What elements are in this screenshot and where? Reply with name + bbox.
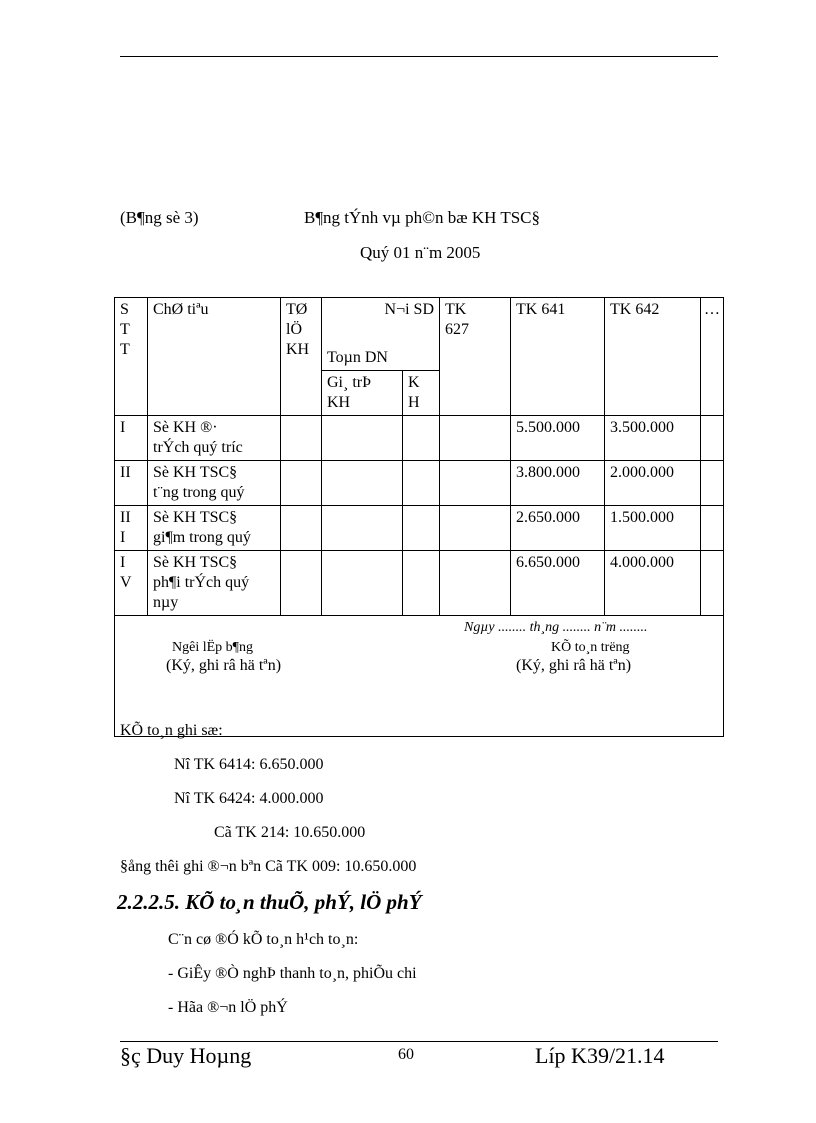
accountant-title: KÕ to¸n trëng: [551, 640, 630, 655]
header-kh: K H: [403, 371, 440, 416]
row-stt: II: [115, 461, 148, 506]
table-header-row: [115, 298, 724, 323]
page-title: B¶ng tÝnh vµ ph©n bæ KH TSC§: [304, 208, 541, 227]
entry-line-2: Nî TK 6424: 4.000.000: [174, 790, 324, 807]
header-noi-sd: N¬i SD: [322, 298, 440, 323]
row-tk642: 1.500.000: [605, 506, 701, 551]
entries-intro: KÕ to¸n ghi sæ:: [120, 722, 223, 739]
header-stt: S T T: [115, 298, 148, 416]
table-caption: (B¶ng sè 3): [120, 208, 199, 227]
header-tk642: TK 642: [605, 298, 701, 416]
table-row: [115, 416, 724, 461]
entry-line-4: §ång thêi ghi ®¬n bªn Cã TK 009: 10.650.000: [120, 858, 417, 875]
page-subtitle: Quý 01 n¨m 2005: [360, 243, 481, 262]
depreciation-table: [114, 297, 724, 737]
section-bullet-1: - GiÊy ®Ò nghÞ thanh to¸n, phiÕu chi: [168, 965, 417, 982]
header-more: …: [701, 298, 724, 416]
row-stt: II I: [115, 506, 148, 551]
table-row: [115, 461, 724, 506]
page-number: 60: [398, 1046, 414, 1063]
accountant-note: (Ký, ghi râ hä tªn): [516, 657, 632, 674]
row-tk641: 2.650.000: [511, 506, 605, 551]
header-rule: [120, 56, 718, 57]
table-row: [115, 506, 724, 551]
section-intro: C¨n cø ®Ó kÕ to¸n h¹ch to¸n:: [168, 931, 359, 948]
row-tk641: 5.500.000: [511, 416, 605, 461]
header-chi-tieu: ChØ tiªu: [148, 298, 281, 416]
row-tk642: 4.000.000: [605, 551, 701, 616]
signature-row: [115, 616, 724, 737]
entry-line-3: Cã TK 214: 10.650.000: [214, 824, 366, 841]
footer-author: §ç Duy Hoµng: [120, 1043, 252, 1068]
row-tk641: 6.650.000: [511, 551, 605, 616]
row-stt: I V: [115, 551, 148, 616]
date-line: Ngµy ........ th¸ng ........ n¨m ........: [464, 620, 648, 635]
section-bullet-2: - Hãa ®¬n lÖ phÝ: [168, 999, 288, 1016]
preparer-title: Ngêi lËp b¶ng: [172, 640, 253, 655]
header-tk641: TK 641: [511, 298, 605, 416]
preparer-note: (Ký, ghi râ hä tªn): [166, 657, 282, 674]
footer-class: Líp K39/21.14: [535, 1043, 665, 1068]
header-tk627: TK 627: [440, 298, 511, 416]
header-toan-dn: Toµn DN: [322, 322, 440, 371]
row-chi-tieu: Sè KH TSC§ gi¶m trong quý: [148, 506, 281, 551]
section-heading: 2.2.2.5. KÕ to¸n thuÕ, phÝ, lÖ phÝ: [117, 890, 422, 914]
table-row: [115, 551, 724, 616]
entry-line-1: Nî TK 6414: 6.650.000: [174, 756, 324, 773]
row-tk642: 2.000.000: [605, 461, 701, 506]
row-stt: I: [115, 416, 148, 461]
row-tk642: 3.500.000: [605, 416, 701, 461]
header-ty-le: TØ lÖ KH: [281, 298, 322, 416]
row-chi-tieu: Sè KH TSC§ ph¶i trÝch quý nµy: [148, 551, 281, 616]
footer-rule: [120, 1041, 718, 1042]
row-chi-tieu: Sè KH ®· trÝch quý tríc: [148, 416, 281, 461]
row-chi-tieu: Sè KH TSC§ t¨ng trong quý: [148, 461, 281, 506]
header-gia-tri: Gi¸ trÞ KH: [322, 371, 403, 416]
row-tk641: 3.800.000: [511, 461, 605, 506]
